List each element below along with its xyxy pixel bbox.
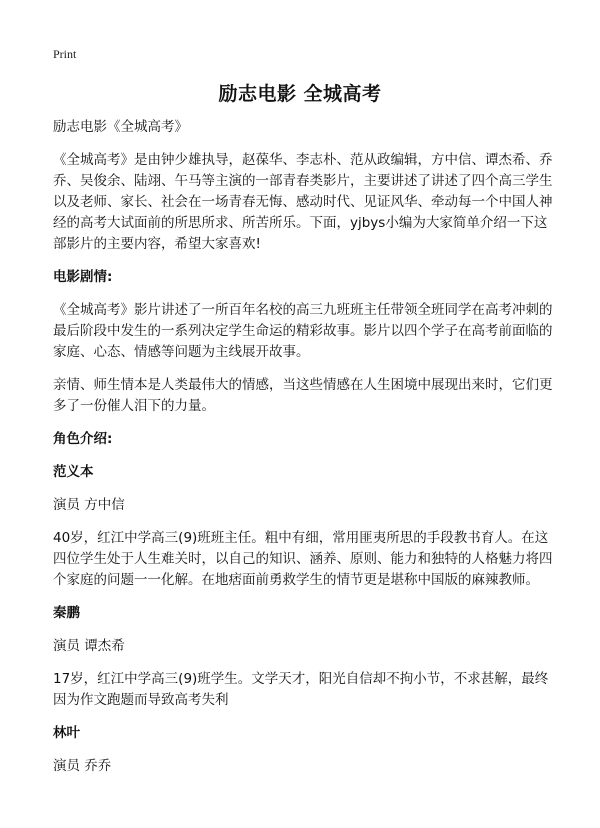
character-description: 17岁，红江中学高三(9)班学生。文学天才，阳光自信却不拘小节，不求甚解，最终因为作文跑题而导致高考失利 [53,671,549,708]
character-name: 秦鹏 [53,605,80,621]
print-link[interactable]: Print [53,47,77,61]
page-title: 励志电影 全城高考 [218,83,382,105]
plot-heading: 电影剧情: [53,269,113,285]
character-name: 林叶 [53,725,80,741]
character-name: 范义本 [53,464,94,480]
character-actor: 演员 方中信 [53,497,125,513]
character-actor: 演员 乔乔 [53,758,112,774]
article-subtitle: 励志电影《全城高考》 [53,119,188,135]
character-description: 40岁，红江中学高三(9)班班主任。粗中有细，常用匪夷所思的手段教书育人。在这四位学生处于人生难关时，以自己的知识、涵养、原则、能力和独特的人格魅力将四个家庭的问题一一化解。在地痞面前勇救学生的情节更是堪称中国版的麻辣教师。 [53,530,553,588]
plot-paragraph-1: 《全城高考》影片讲述了一所百年名校的高三九班班主任带领全班同学在高考冲刺的最后阶段中发生的一系列决定学生命运的精彩故事。影片以四个学子在高考前面临的家庭、心态、情感等问题为主线展开故事。 [53,302,553,360]
roles-heading: 角色介绍: [53,431,113,447]
character-actor: 演员 谭杰希 [53,638,125,654]
plot-paragraph-2: 亲情、师生情本是人类最伟大的情感，当这些情感在人生困境中展现出来时，它们更多了一份催人泪下的力量。 [53,377,553,414]
article-body [53,117,553,789]
intro-paragraph: 《全城高考》是由钟少雄执导，赵葆华、李志朴、范从政编辑，方中信、谭杰希、乔乔、吴俊余、陆翊、午马等主演的一部青春类影片，主要讲述了讲述了四个高三学生以及老师、家长、社会在一场青春无悔、感动时代、见证风华、牵动每一个中国人神经的高考大试面前的所思所求、所苦所乐。下面，yjbys小编为大家简单介绍一下这部影片的主要内容，希望大家喜欢! [53,152,553,252]
